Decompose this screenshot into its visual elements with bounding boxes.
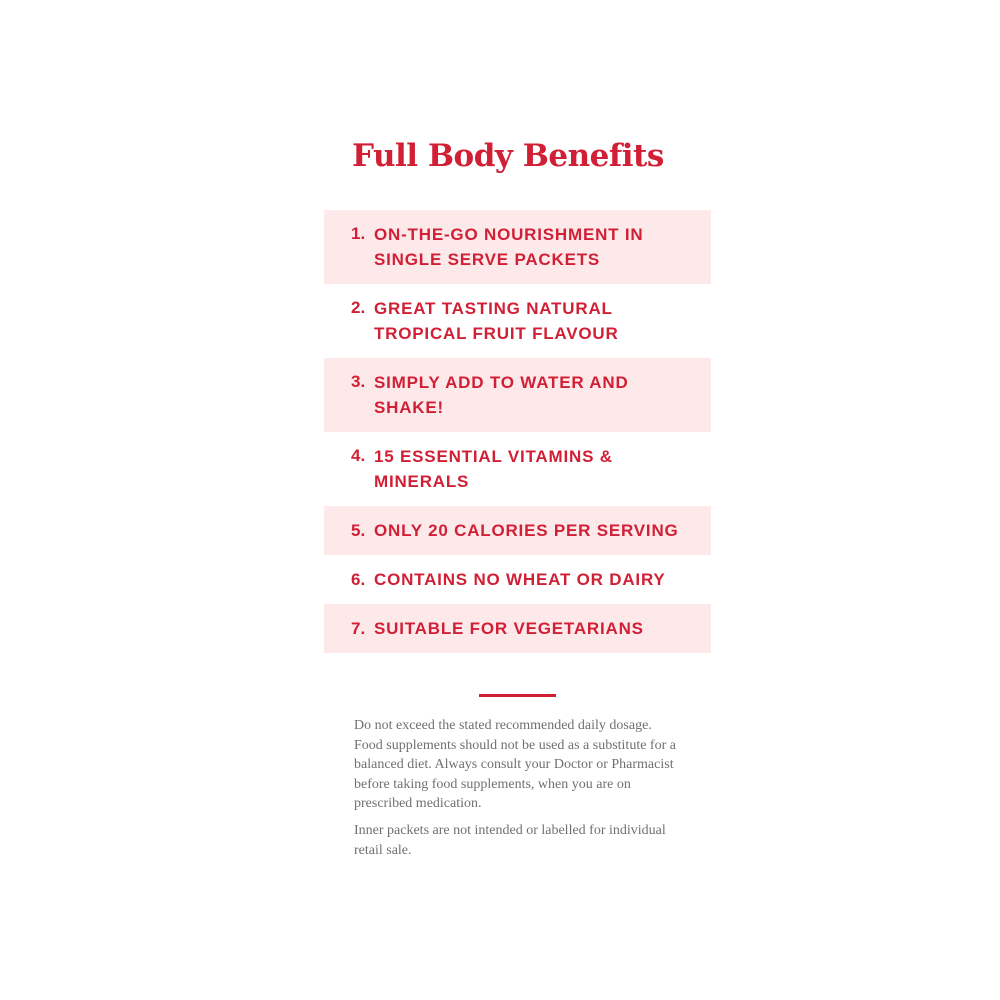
disclaimer (354, 716, 684, 867)
benefit-number: 6. (351, 570, 366, 589)
benefit-number: 7. (351, 619, 366, 638)
benefit-number: 2. (351, 298, 366, 317)
benefit-item-4 (324, 432, 711, 506)
page-title: Full Body Benefits (352, 138, 664, 174)
benefit-text: GREAT TASTING NATURAL TROPICAL FRUIT FLAVOUR (374, 299, 619, 343)
benefit-item-2 (324, 284, 711, 358)
benefit-item-1 (324, 210, 711, 284)
benefit-item-7 (324, 604, 711, 653)
benefit-text: ON-THE-GO NOURISHMENT IN SINGLE SERVE PACKETS (374, 225, 644, 269)
benefit-number: 4. (351, 446, 366, 465)
section-divider (479, 694, 556, 697)
disclaimer-paragraph: Do not exceed the stated recommended daily dosage. Food supplements should not be used as a substitute for a balanced diet. Always consult your Doctor or Pharmacist before taking food supplements, when you are on prescribed medication. (354, 718, 676, 812)
benefit-text: SUITABLE FOR VEGETARIANS (374, 619, 644, 638)
benefit-text: ONLY 20 CALORIES PER SERVING (374, 521, 679, 540)
benefit-text: CONTAINS NO WHEAT OR DAIRY (374, 570, 666, 589)
benefit-number: 5. (351, 521, 366, 540)
benefit-text: SIMPLY ADD TO WATER AND SHAKE! (374, 373, 629, 417)
benefit-number: 1. (351, 224, 366, 243)
benefit-number: 3. (351, 372, 366, 391)
benefit-item-5 (324, 506, 711, 555)
benefit-item-6 (324, 555, 711, 604)
disclaimer-paragraph: Inner packets are not intended or labelled for individual retail sale. (354, 822, 666, 858)
benefit-text: 15 ESSENTIAL VITAMINS & MINERALS (374, 447, 613, 491)
benefit-item-3 (324, 358, 711, 432)
benefits-list (324, 210, 711, 653)
